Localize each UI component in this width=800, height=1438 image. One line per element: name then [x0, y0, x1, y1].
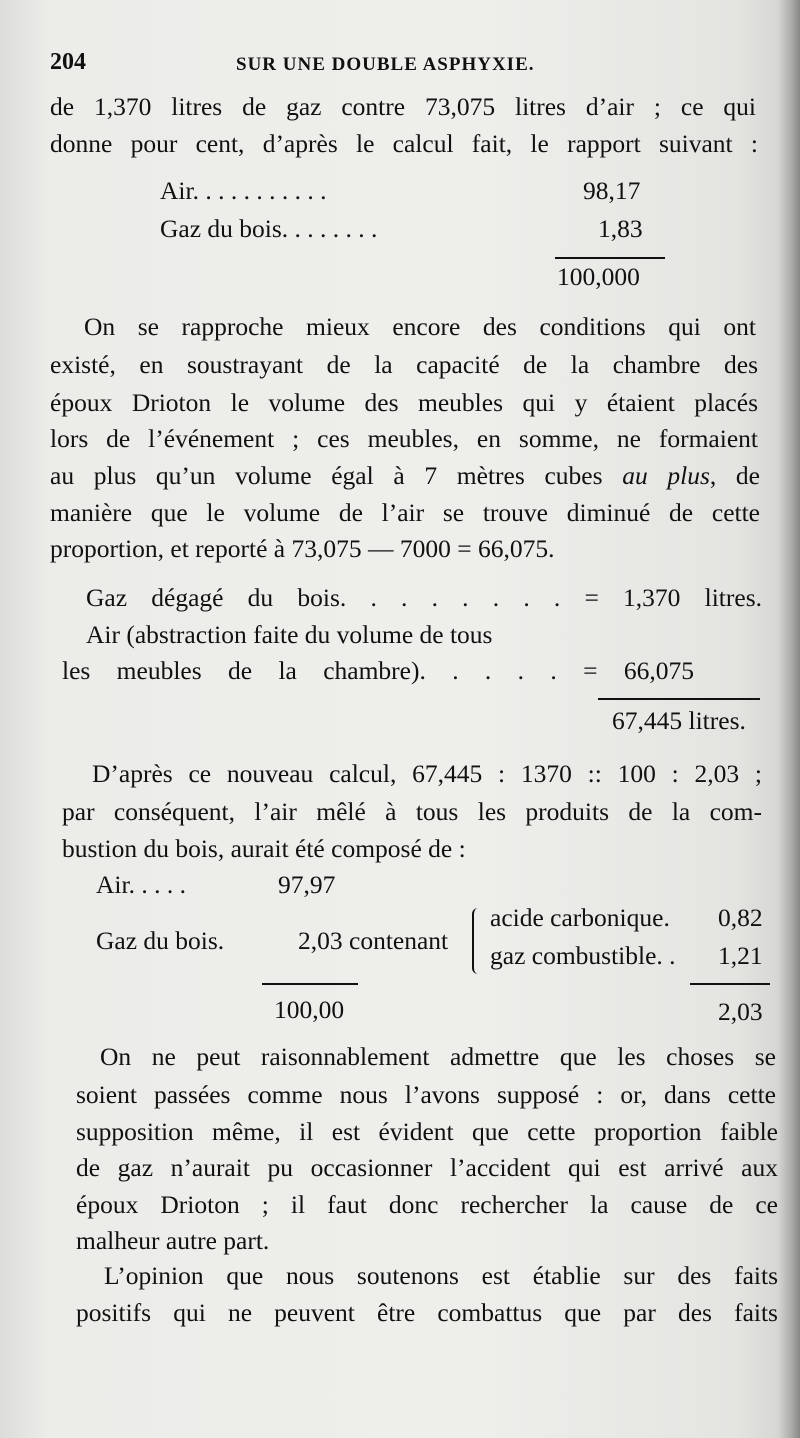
table-total: 100,00	[274, 995, 345, 1024]
text-line: D’après ce nouveau calcul, 67,445 : 1370 :: 100 : 2,03 ;	[92, 759, 762, 788]
text-line: On se rapproche mieux encore des conditions qui ont	[84, 312, 756, 341]
table-label: acide carbonique.	[490, 903, 670, 932]
text-line: époux Drioton ; il faut donc rechercher la cause de ce	[76, 1190, 778, 1219]
text-line: supposition même, il est évident que cette proportion faible	[76, 1117, 778, 1146]
table-value: 1,21	[718, 941, 763, 970]
table-row: Gaz dégagé du bois. . . . . . . . = 1,370 litres.	[86, 583, 762, 612]
table-label: Air. . . . .	[96, 870, 186, 899]
text-segment: au plus qu’un volume égal à 7 mètres cubes	[50, 461, 623, 490]
text-line: malheur autre part.	[76, 1226, 270, 1255]
text-line: de 1,370 litres de gaz contre 73,075 litres d’air ; ce qui	[50, 92, 756, 121]
text-line: soient passées comme nous l’avons supposé : or, dans cette	[76, 1080, 776, 1109]
text-line: manière que le volume de l’air se trouve diminué de cette	[50, 498, 760, 527]
table-total: 100,000	[557, 262, 640, 291]
text-line: positifs qui ne peuvent être combattus que par des faits	[76, 1298, 778, 1327]
brace	[472, 908, 484, 974]
text-segment: , de	[709, 461, 760, 490]
table-label: gaz combustible. .	[490, 941, 676, 970]
text-line: proportion, et reporté à 73,075 — 7000 = 66,075.	[50, 534, 555, 563]
table-total: 67,445 litres.	[612, 706, 746, 735]
text-line: époux Drioton le volume des meubles qui y étaient placés	[50, 388, 758, 417]
text-line: bustion du bois, aurait été composé de :	[62, 834, 466, 863]
text-line: par conséquent, l’air mêlé à tous les produits de la com-	[62, 797, 762, 826]
table-value: 97,97	[278, 870, 336, 899]
table-label: Gaz du bois. . . . . . . .	[160, 214, 378, 243]
table-value: 98,17	[583, 176, 641, 205]
text-line	[50, 461, 760, 491]
text-line: L’opinion que nous soutenons est établie sur des faits	[104, 1261, 778, 1290]
table-label: Air. . . . . . . . . . .	[160, 176, 327, 205]
text-line: donne pour cent, d’après le calcul fait, le rapport suivant :	[50, 129, 758, 158]
page-edge-shadow	[778, 0, 800, 1438]
sum-rule	[690, 983, 770, 985]
sum-rule	[598, 698, 760, 700]
table-row: Air (abstraction faite du volume de tous	[86, 620, 493, 649]
sum-rule	[555, 257, 665, 259]
table-value: 0,82	[718, 903, 763, 932]
table-total: 2,03	[718, 997, 763, 1026]
page-number: 204	[50, 49, 86, 75]
table-value: 1,83	[598, 214, 643, 243]
text-line: lors de l’événement ; ces meubles, en somme, ne formaient	[50, 424, 758, 453]
table-value: 2,03 contenant	[298, 926, 449, 955]
running-title: SUR UNE DOUBLE ASPHYXIE.	[236, 54, 535, 75]
text-line: On ne peut raisonnablement admettre que les choses se	[100, 1042, 776, 1071]
table-row: les meubles de la chambre). . . . . = 66,075	[62, 656, 694, 685]
table-label: Gaz du bois.	[96, 926, 225, 955]
text-line: existé, en soustrayant de la capacité de la chambre des	[50, 350, 758, 379]
sum-rule	[262, 983, 358, 985]
emphasis-text: au plus	[622, 461, 710, 490]
text-line: de gaz n’aurait pu occasionner l’accident qui est arrivé aux	[76, 1153, 778, 1182]
